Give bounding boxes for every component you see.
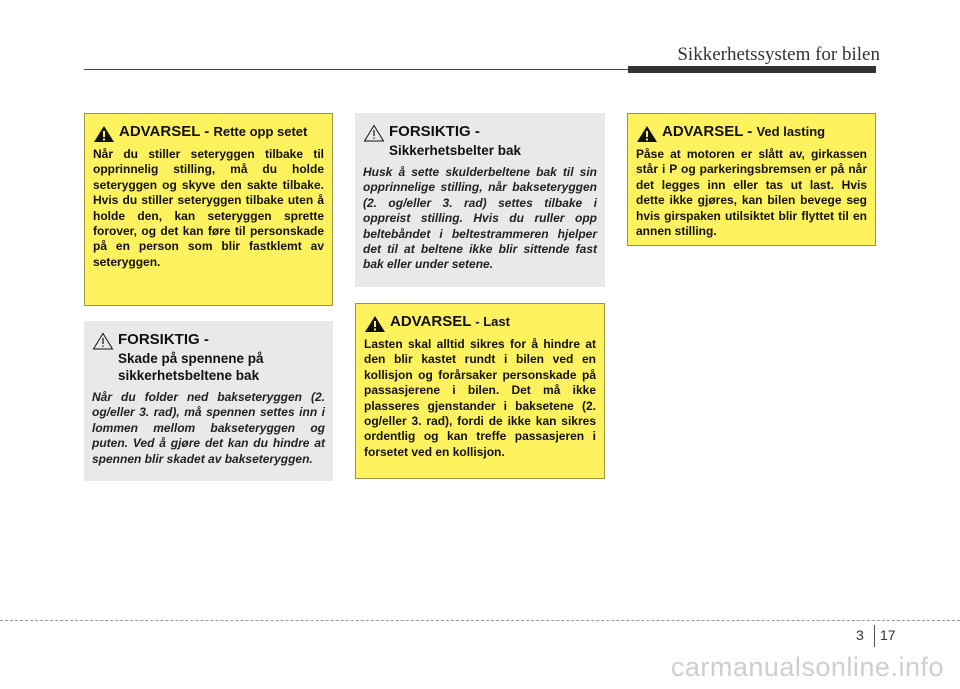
caution-text: Når du folder ned bakseteryggen (2. og/eller 3. rad), må spennen settes inn i lommen mellom bakseteryggen og puten. Ved å gjøre det kan du hindre at spennen blir skadet av bakseteryggen. — [92, 390, 325, 466]
caution-heading — [92, 331, 325, 350]
warning-heading — [636, 124, 867, 143]
header-rule — [84, 69, 628, 70]
caution-subtitle: Skade på spennene på sikkerhetsbeltene bak — [118, 351, 264, 383]
caution-box-rear-belts — [355, 113, 605, 287]
section-title: Sikkerhetssystem for bilen — [677, 44, 880, 65]
warning-heading — [93, 124, 324, 143]
page-number-divider — [874, 625, 875, 647]
warning-box-load — [355, 303, 605, 479]
page-number: 17 — [880, 627, 896, 643]
warning-box-loading — [627, 113, 876, 246]
warning-label: ADVARSEL - — [119, 123, 210, 140]
warning-triangle-icon — [364, 315, 386, 333]
caution-box-buckle — [84, 321, 333, 481]
warning-label: ADVARSEL - — [662, 123, 753, 140]
caution-heading — [363, 123, 597, 142]
chapter-number: 3 — [856, 627, 864, 643]
caution-label: FORSIKTIG - — [118, 331, 209, 348]
warning-text: Påse at motoren er slått av, girkassen står i P og parkeringsbremsen er på når det legges inn eller tas ut last. Hvis dette ikke gjøres, kan bilen bevege seg hvis girspaken utilsiktet blir flyttet til en annen stilling. — [636, 147, 867, 239]
warning-box-seat — [84, 113, 333, 306]
footer-rule — [0, 620, 960, 621]
caution-label: FORSIKTIG - — [389, 123, 480, 140]
warning-subtitle: Ved lasting — [756, 124, 826, 139]
warning-subtitle: - Last — [475, 314, 510, 329]
caution-triangle-icon — [92, 332, 114, 350]
warning-triangle-icon — [636, 125, 658, 143]
warning-triangle-icon — [93, 125, 115, 143]
warning-label: ADVARSEL — [390, 313, 472, 330]
header-bar — [628, 66, 876, 73]
caution-subtitle: Sikkerhetsbelter bak — [389, 143, 522, 158]
caution-triangle-icon — [363, 124, 385, 142]
warning-text: Lasten skal alltid sikres for å hindre at den blir kastet rundt i bilen ved en kollisjon og forårsaker personskade på passasjerene i bilen. Det må ikke plasseres gjenstander i baksetene (2. og/eller 3. rad), fordi de ikke kan sikres ordentlig og kan treffe passasjeren i forsetet ved en kollisjon. — [364, 337, 596, 459]
warning-subtitle: Rette opp setet — [213, 124, 308, 139]
warning-heading — [364, 314, 596, 333]
caution-text: Husk å sette skulderbeltene bak til sin opprinnelige stilling, når bakseteryggen (2. og/eller 3. rad) settes tilbake i oppreist stilling. Hvis du ruller opp beltebåndet i beltestrammeren hjelper det til at beltene ikke blir sittende fast bak eller under setene. — [363, 165, 597, 272]
watermark: carmanualsonline.info — [670, 652, 944, 682]
warning-text: Når du stiller seteryggen tilbake til opprinnelig stilling, må du holde seteryggen og skyve den sakte tilbake. Hvis du stiller seteryggen tilbake uten å holde den, kan seteryggen sprette forover, og det kan føre til personskade på en person som blir fastklemt av seteryggen. — [93, 147, 324, 269]
